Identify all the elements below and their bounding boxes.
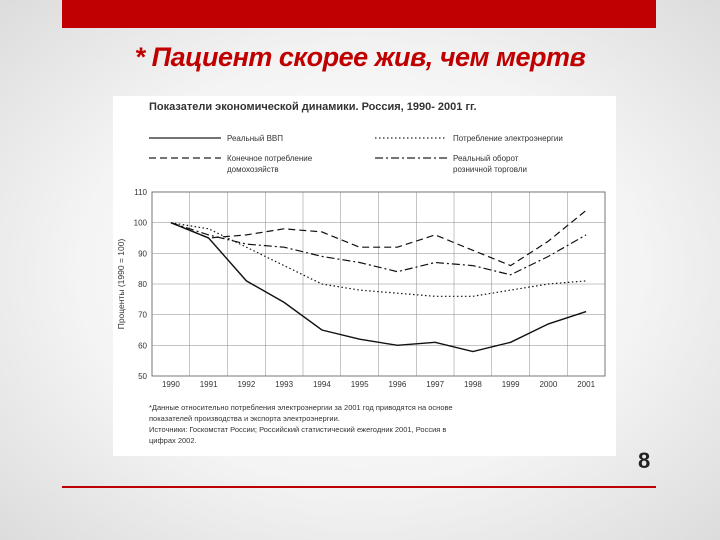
x-tick-label: 2000 xyxy=(539,380,558,389)
y-tick-label: 100 xyxy=(133,218,147,228)
line-chart xyxy=(113,96,616,456)
top-accent-bar xyxy=(62,0,656,28)
x-axis-ticks xyxy=(162,380,596,389)
y-tick-label: 80 xyxy=(138,280,147,289)
x-tick-label: 1999 xyxy=(501,380,520,389)
x-tick-label: 1998 xyxy=(463,380,482,389)
y-tick-label: 50 xyxy=(138,372,147,381)
x-tick-label: 1990 xyxy=(161,380,180,389)
bottom-accent-line xyxy=(62,486,656,488)
legend-label: Реальный ВВП xyxy=(227,134,283,143)
x-tick-label: 1992 xyxy=(237,380,256,389)
chart-note-line: Источники: Госкомстат России; Российский статистический ежегодник 2001, Россия в xyxy=(149,425,447,434)
page-number: 8 xyxy=(638,448,651,473)
chart-title: Показатели экономической динамики. Россия, 1990- 2001 гг. xyxy=(149,101,477,113)
y-tick-label: 110 xyxy=(134,188,147,197)
x-tick-label: 2001 xyxy=(577,380,596,389)
legend-label-line2: розничной торговли xyxy=(453,165,527,174)
y-tick-label: 90 xyxy=(138,249,147,259)
legend-label-line2: домохозяйств xyxy=(227,165,279,174)
y-tick-label: 60 xyxy=(138,341,147,351)
chart-note-line: цифрах 2002. xyxy=(149,436,197,445)
chart-notes xyxy=(149,403,453,445)
x-tick-label: 1993 xyxy=(275,380,294,389)
y-tick-label: 70 xyxy=(138,310,147,320)
chart-note-line: *Данные относительно потребления электроэнергии за 2001 год приводятся на основе xyxy=(149,403,453,412)
y-axis-ticks xyxy=(134,188,148,381)
x-tick-label: 1991 xyxy=(199,380,218,389)
x-tick-label: 1994 xyxy=(312,380,331,389)
legend-label: Конечное потребление xyxy=(227,154,313,163)
x-tick-label: 1996 xyxy=(388,380,407,389)
x-tick-label: 1997 xyxy=(426,380,445,389)
x-tick-label: 1995 xyxy=(350,380,369,389)
legend-label: Потребление электроэнергии xyxy=(453,134,563,143)
chart-figure xyxy=(113,96,616,456)
chart-legend xyxy=(149,134,563,174)
chart-grid xyxy=(152,192,605,376)
chart-note-line: показателей производства и экспорта электроэнергии. xyxy=(149,414,340,423)
legend-label: Реальный оборот xyxy=(453,154,519,163)
y-axis-label: Проценты (1990 = 100) xyxy=(116,238,126,330)
slide-title: * Пациент скорее жив, чем мертв xyxy=(134,42,586,72)
